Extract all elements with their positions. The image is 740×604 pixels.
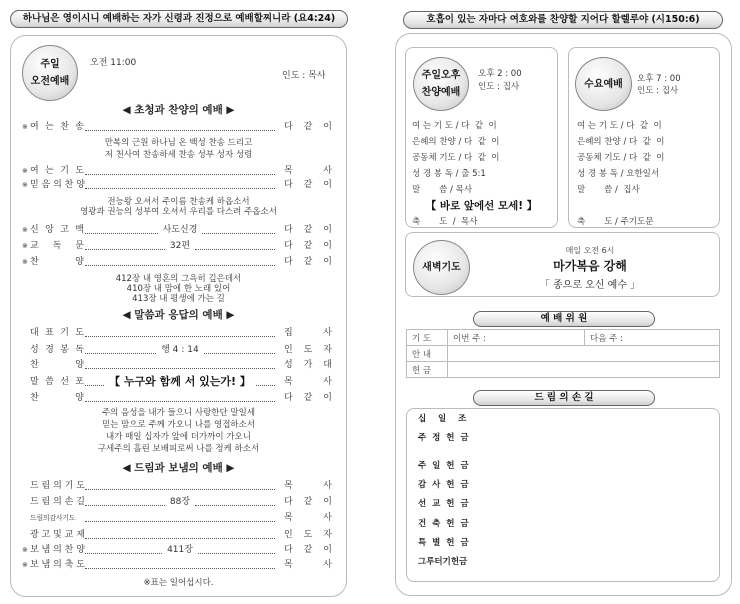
afternoon-leader: 인도 : 집사 <box>478 82 520 92</box>
table-row <box>407 362 720 378</box>
order-label: 찬 양 <box>30 257 84 267</box>
wednesday-closing <box>577 214 653 230</box>
wednesday-badge <box>575 57 632 111</box>
section-heading: ◀ 말씀과 응답의 예배 ▶ <box>122 309 235 321</box>
lyric-line: 영광과 권능의 성부여 오셔서 우리를 다스려 주옵소서 <box>80 207 277 217</box>
order-label: 성 경 봉 독 <box>30 345 84 355</box>
order-row <box>22 495 332 509</box>
order-leader: 다 같 이 <box>284 545 332 555</box>
afternoon-time: 오후 2 : 00 <box>478 69 522 79</box>
order-leader: 다 같 이 <box>284 257 332 267</box>
order-leader: 인 도 자 <box>284 530 332 540</box>
dot-leader <box>202 226 275 234</box>
offering-title: 드 림 의 손 길 <box>473 390 655 406</box>
dot-leader <box>85 329 275 337</box>
lyric-line: 410장 내 맘에 한 노래 있어 <box>126 284 231 294</box>
order-row <box>22 326 332 340</box>
value-cell <box>448 346 720 362</box>
order-row <box>22 558 332 572</box>
afternoon-closing <box>412 214 477 230</box>
order-leader: 성 가 대 <box>284 360 332 370</box>
lyric-line: 구세주의 흘린 보배피로써 나를 정케 하소서 <box>97 444 260 454</box>
order-item: 여 는 기 도 / 다 같 이 <box>412 121 497 131</box>
dot-leader <box>85 226 158 234</box>
afternoon-order-list <box>412 118 499 198</box>
dot-leader <box>85 123 275 131</box>
service-time: 오전 11:00 <box>90 58 137 68</box>
order-row <box>22 358 332 372</box>
offering-item: 특 별 헌 금 <box>418 538 469 548</box>
order-detail: 32편 <box>169 241 191 251</box>
order-label: 믿 음 의 찬 양 <box>30 180 85 190</box>
order-leader: 다 같 이 <box>284 497 332 507</box>
standing-mark: ※ <box>22 226 28 234</box>
dot-leader <box>85 498 165 506</box>
dot-leader <box>195 498 275 506</box>
row-label: 헌 금 <box>407 362 448 378</box>
hymn-lyrics <box>10 407 347 455</box>
wednesday-time: 오후 7 : 00 <box>637 74 681 84</box>
standing-mark: ※ <box>22 181 28 189</box>
lyric-line: 413장 내 평생에 가는 길 <box>132 294 225 304</box>
dawn-time: 매일 오전 6시 <box>565 246 615 255</box>
dawn-prayer-badge <box>413 240 470 295</box>
dot-leader <box>85 346 156 354</box>
right-header-verse: 호흡이 있는 자마다 여호와를 찬양할 지어다 할렐루야 (시150:6) <box>403 11 723 29</box>
row-label: 안 내 <box>407 346 448 362</box>
lyric-line: 전능왕 오셔서 주이름 찬송케 하옵소서 <box>107 197 250 207</box>
lyric-line: 저 천사여 찬송하세 찬송 성부 성자 성령 <box>104 150 253 160</box>
order-label: 찬 양 <box>30 360 84 370</box>
badge-line-1: 주일오후 <box>421 70 461 81</box>
service-leader: 인도 : 목사 <box>282 71 326 81</box>
standing-mark: ※ <box>22 546 28 554</box>
table-row <box>407 346 720 362</box>
order-item: 성 경 봉 독 / 요한일서 <box>577 169 660 179</box>
order-row <box>22 391 332 405</box>
dot-leader <box>85 361 275 369</box>
order-row <box>22 255 332 269</box>
offering-item: 주 일 헌 금 <box>418 461 469 471</box>
order-row <box>22 164 332 178</box>
order-detail: 사도신경 <box>162 225 198 235</box>
order-item: 공동체 기도 / 다 같 이 <box>412 153 500 163</box>
order-item: 축 도 / 목사 <box>412 217 478 227</box>
offering-item: 선 교 헌 금 <box>418 499 469 509</box>
order-row <box>22 375 332 389</box>
dot-leader <box>85 546 162 554</box>
dot-leader <box>85 242 165 250</box>
dot-leader <box>195 242 275 250</box>
order-leader: 목 사 <box>284 560 332 570</box>
order-row <box>22 239 332 253</box>
order-leader: 다 같 이 <box>284 241 332 251</box>
order-leader: 집 사 <box>284 328 332 338</box>
order-leader: 목 사 <box>284 513 332 523</box>
standing-mark: ※ <box>22 167 28 175</box>
order-leader: 다 같 이 <box>284 180 332 190</box>
section-heading: ◀ 초청과 찬양의 예배 ▶ <box>122 104 235 116</box>
sunday-morning-badge <box>22 45 78 101</box>
dot-leader <box>85 514 275 522</box>
order-label: 찬 양 <box>30 393 84 403</box>
order-leader: 다 같 이 <box>284 122 332 132</box>
row-label: 기 도 <box>407 330 448 346</box>
value-cell <box>448 362 720 378</box>
dot-leader <box>85 394 275 402</box>
order-item: 은혜의 찬양 / 다 같 이 <box>577 137 665 147</box>
lyric-line: 내가 매일 십자가 앞에 더가까이 가오니 <box>106 432 251 442</box>
dot-leader <box>204 346 275 354</box>
order-item: 여 는 기 도 / 다 같 이 <box>577 121 662 131</box>
standing-note: ※표는 일어섭시다. <box>143 578 214 588</box>
order-label: 보 냄 의 찬 양 <box>30 545 85 555</box>
order-label: 교 독 문 <box>30 241 84 251</box>
badge-line-1: 주일 <box>40 59 60 70</box>
order-label: 말 씀 선 포 <box>30 377 84 387</box>
badge-line-2: 오전예배 <box>30 76 70 87</box>
order-leader: 인 도 자 <box>284 345 332 355</box>
order-leader: 다 같 이 <box>284 225 332 235</box>
section-heading: ◀ 드림과 보냄의 예배 ▶ <box>122 462 235 474</box>
order-leader: 목 사 <box>284 377 332 387</box>
order-item: 성 경 봉 독 / 출 5:1 <box>412 169 486 179</box>
order-leader: 목 사 <box>284 481 332 491</box>
lyric-line: 믿는 맘으로 주께 가오니 나를 영접하소서 <box>101 420 256 430</box>
order-detail: 【 누구와 함께 서 있는가! 】 <box>109 375 251 388</box>
offering-item: 십 일 조 <box>418 414 467 424</box>
staff-title: 예 배 위 원 <box>473 311 655 327</box>
hymn-lyrics <box>10 197 347 217</box>
standing-mark: ※ <box>22 242 28 250</box>
offering-item: 그루터기헌금 <box>418 557 468 567</box>
order-item: 말 씀 / 목사 <box>412 185 473 195</box>
afternoon-sermon-title: 【 바로 앞에선 모세! 】 <box>425 200 538 212</box>
offering-item: 건 축 헌 금 <box>418 519 469 529</box>
dot-leader <box>85 167 275 175</box>
badge-label: 수요예배 <box>584 78 623 90</box>
wednesday-order-list <box>577 118 664 198</box>
order-row <box>22 178 332 192</box>
next-week-cell: 다음 주 : <box>585 330 720 346</box>
dawn-title: 마가복음 강해 <box>553 259 627 273</box>
order-label: 드 림 의 기 도 <box>30 481 85 491</box>
dawn-subtitle: 「 종으로 오신 예수 」 <box>539 280 641 291</box>
order-label: 여 는 찬 송 <box>30 122 84 132</box>
dot-leader <box>85 531 275 539</box>
table-row <box>407 330 720 346</box>
dot-leader <box>198 546 275 554</box>
hymn-lyrics <box>10 137 347 161</box>
lyric-line: 만복의 근원 하나님 온 백성 찬송 드리고 <box>104 138 253 148</box>
offering-item: 감 사 헌 금 <box>418 480 469 490</box>
dot-leader <box>256 378 275 386</box>
order-label: 신 앙 고 백 <box>30 225 84 235</box>
order-label: 대 표 기 도 <box>30 328 84 338</box>
lyric-line: 주의 음성을 내가 들으니 사랑한단 말일세 <box>101 408 256 418</box>
dot-leader <box>85 181 275 189</box>
badge-line-2: 찬양예배 <box>421 87 461 98</box>
left-header-verse: 하나님은 영이시니 예배하는 자가 신령과 진정으로 예배할찌니라 (요4:24) <box>10 10 348 28</box>
order-detail: 411장 <box>167 545 193 555</box>
order-leader: 목 사 <box>284 166 332 176</box>
order-row <box>22 528 332 542</box>
dot-leader <box>85 258 275 266</box>
dot-leader <box>85 378 104 386</box>
standing-mark: ※ <box>22 258 28 266</box>
staff-table <box>406 329 720 378</box>
order-row <box>22 543 332 557</box>
offering-item: 주 정 헌 금 <box>418 433 469 443</box>
order-item: 축 도 / 주기도문 <box>577 217 654 227</box>
order-item: 은혜의 찬양 / 다 같 이 <box>412 137 500 147</box>
hymn-lyrics <box>10 274 347 304</box>
order-row <box>22 120 332 134</box>
wednesday-leader: 인도 : 집사 <box>637 86 679 96</box>
order-leader: 다 같 이 <box>284 393 332 403</box>
dot-leader <box>85 482 275 490</box>
sunday-afternoon-badge <box>413 57 469 111</box>
this-week-cell: 이번 주 : <box>448 330 585 346</box>
order-label: 드림의감사기도 <box>30 514 76 522</box>
order-detail: 행 4 : 14 <box>161 345 199 355</box>
order-label: 드 림 의 손 길 <box>30 497 85 507</box>
order-row <box>22 343 332 357</box>
order-label: 광 고 및 교 제 <box>30 530 85 540</box>
standing-mark: ※ <box>22 123 28 131</box>
badge-label: 새벽기도 <box>422 262 461 273</box>
order-item: 공동체 기도 / 다 같 이 <box>577 153 665 163</box>
order-item: 말 씀 / 집사 <box>577 185 640 195</box>
standing-mark: ※ <box>22 561 28 569</box>
dot-leader <box>85 561 275 569</box>
order-label: 여 는 기 도 <box>30 166 84 176</box>
order-detail: 88장 <box>169 497 191 507</box>
order-row <box>22 223 332 237</box>
order-row <box>22 511 332 525</box>
lyric-line: 412장 내 영혼의 그윽히 깊은데서 <box>115 274 242 284</box>
order-label: 보 냄 의 축 도 <box>30 560 85 570</box>
order-row <box>22 479 332 493</box>
